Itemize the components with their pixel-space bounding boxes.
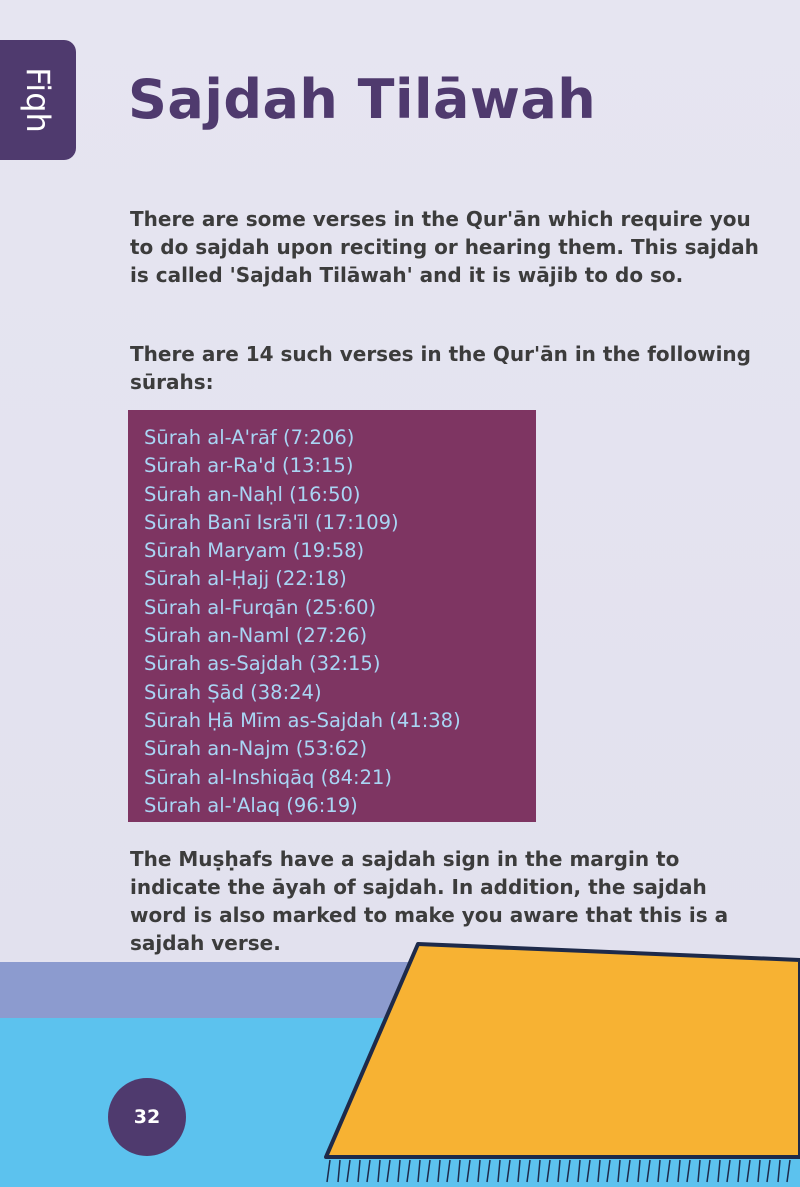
list-item: Sūrah Ṣād (38:24) xyxy=(144,680,322,704)
list-item: Sūrah an-Naml (27:26) xyxy=(144,624,368,648)
list-item: Sūrah as-Sajdah (32:15) xyxy=(144,652,381,676)
page-number: 32 xyxy=(133,1106,161,1128)
list-item: Sūrah an-Najm (53:62) xyxy=(144,737,368,761)
mushaf-paragraph: The Muṣḥafs have a sajdah sign in the margin to indicate the āyah of sajdah. In addition, the sajdah word is also marked to make you aware that this is a sajdah verse. xyxy=(130,847,729,955)
list-item: Sūrah an-Naḥl (16:50) xyxy=(144,482,361,506)
intro-paragraph: There are some verses in the Qur'ān which require you to do sajdah upon reciting or hearing them. This sajdah is called 'Sajdah Tilāwah' and it is wājib to do so. xyxy=(130,207,759,287)
list-item: Sūrah al-'Alaq (96:19) xyxy=(144,793,358,817)
list-item: Sūrah al-Inshiqāq (84:21) xyxy=(144,765,393,789)
list-item: Sūrah al-Ḥajj (22:18) xyxy=(144,567,347,591)
page-number-badge xyxy=(108,1078,186,1156)
list-item: Sūrah al-Furqān (25:60) xyxy=(144,595,377,619)
list-item: Sūrah Ḥā Mīm as-Sajdah (41:38) xyxy=(144,708,461,732)
section-tab xyxy=(0,40,76,160)
surah-list-box xyxy=(128,410,536,822)
list-item: Sūrah Maryam (19:58) xyxy=(144,539,365,563)
list-item: Sūrah Banī Isrā'īl (17:109) xyxy=(144,510,399,534)
floor-band xyxy=(0,962,800,1020)
list-item: Sūrah ar-Ra'd (13:15) xyxy=(144,454,354,478)
surah-list xyxy=(128,410,536,820)
page-title: Sajdah Tilāwah xyxy=(128,68,597,131)
section-tab-label: Fiqh xyxy=(19,67,57,133)
list-item: Sūrah al-A'rāf (7:206) xyxy=(144,426,355,449)
count-paragraph: There are 14 such verses in the Qur'ān in the following sūrahs: xyxy=(130,342,751,394)
